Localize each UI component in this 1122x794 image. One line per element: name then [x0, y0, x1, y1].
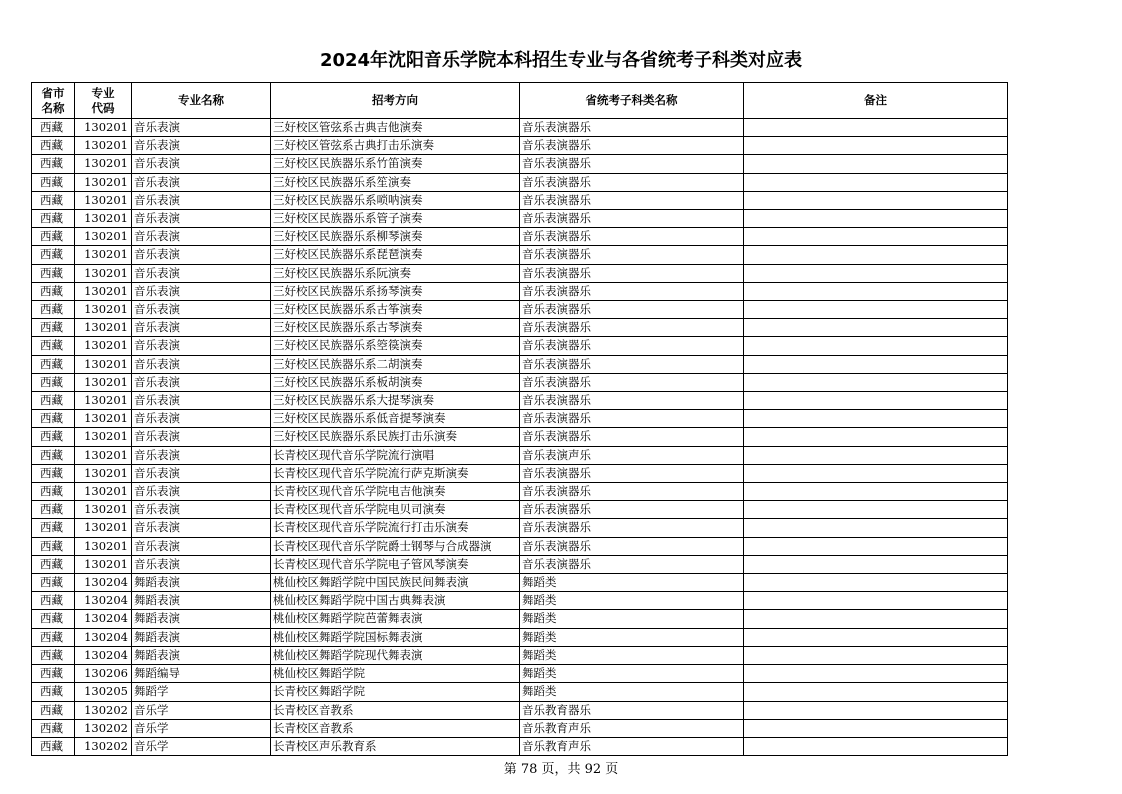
cell-province: 西藏 [32, 555, 75, 573]
cell-code: 130204 [75, 610, 132, 628]
cell-province: 西藏 [32, 173, 75, 191]
cell-direction: 三好校区民族器乐系二胡演奏 [271, 355, 520, 373]
table-row [32, 446, 1008, 464]
cell-major: 舞蹈表演 [132, 646, 271, 664]
cell-code: 130201 [75, 210, 132, 228]
table-row [32, 191, 1008, 209]
cell-major: 音乐表演 [132, 355, 271, 373]
cell-category: 音乐表演器乐 [520, 355, 744, 373]
cell-category: 音乐表演器乐 [520, 428, 744, 446]
cell-category: 音乐表演器乐 [520, 264, 744, 282]
cell-major: 音乐表演 [132, 537, 271, 555]
cell-direction: 三好校区民族器乐系低音提琴演奏 [271, 410, 520, 428]
cell-major: 音乐表演 [132, 519, 271, 537]
cell-province: 西藏 [32, 373, 75, 391]
cell-code: 130202 [75, 737, 132, 755]
enrollment-table [31, 82, 1008, 756]
table-row [32, 519, 1008, 537]
table-row [32, 228, 1008, 246]
table-row [32, 355, 1008, 373]
table-row [32, 483, 1008, 501]
page-title: 2024年沈阳音乐学院本科招生专业与各省统考子科类对应表 [319, 50, 803, 71]
cell-province: 西藏 [32, 537, 75, 555]
cell-province: 西藏 [32, 719, 75, 737]
cell-direction: 长青校区现代音乐学院爵士钢琴与合成器演 [271, 537, 520, 555]
cell-note [744, 555, 1008, 573]
cell-category: 音乐表演器乐 [520, 464, 744, 482]
cell-province: 西藏 [32, 337, 75, 355]
cell-code: 130201 [75, 119, 132, 137]
cell-major: 音乐表演 [132, 119, 271, 137]
cell-note [744, 446, 1008, 464]
cell-category: 音乐表演器乐 [520, 501, 744, 519]
cell-direction: 三好校区民族器乐系琵琶演奏 [271, 246, 520, 264]
cell-direction: 桃仙校区舞蹈学院现代舞表演 [271, 646, 520, 664]
cell-province: 西藏 [32, 574, 75, 592]
cell-code: 130202 [75, 701, 132, 719]
table-row [32, 301, 1008, 319]
cell-code: 130204 [75, 628, 132, 646]
cell-province: 西藏 [32, 446, 75, 464]
cell-province: 西藏 [32, 355, 75, 373]
cell-direction: 长青校区声乐教育系 [271, 737, 520, 755]
cell-major: 音乐表演 [132, 464, 271, 482]
cell-direction: 三好校区民族器乐系竹笛演奏 [271, 155, 520, 173]
cell-category: 音乐表演声乐 [520, 446, 744, 464]
cell-code: 130201 [75, 301, 132, 319]
cell-direction: 长青校区音教系 [271, 701, 520, 719]
cell-category: 舞蹈类 [520, 592, 744, 610]
cell-province: 西藏 [32, 737, 75, 755]
cell-category: 音乐表演器乐 [520, 319, 744, 337]
cell-major: 音乐表演 [132, 155, 271, 173]
cell-category: 音乐表演器乐 [520, 210, 744, 228]
cell-direction: 三好校区民族器乐系古琴演奏 [271, 319, 520, 337]
cell-code: 130201 [75, 337, 132, 355]
cell-code: 130201 [75, 483, 132, 501]
cell-category: 音乐表演器乐 [520, 410, 744, 428]
cell-direction: 三好校区管弦系古典吉他演奏 [271, 119, 520, 137]
cell-note [744, 646, 1008, 664]
cell-note [744, 410, 1008, 428]
cell-code: 130201 [75, 464, 132, 482]
cell-code: 130201 [75, 191, 132, 209]
cell-direction: 三好校区民族器乐系唢呐演奏 [271, 191, 520, 209]
cell-note [744, 191, 1008, 209]
cell-code: 130201 [75, 373, 132, 391]
cell-direction: 长青校区现代音乐学院电贝司演奏 [271, 501, 520, 519]
cell-code: 130201 [75, 137, 132, 155]
cell-province: 西藏 [32, 519, 75, 537]
cell-major: 音乐学 [132, 701, 271, 719]
table-row [32, 646, 1008, 664]
cell-major: 音乐表演 [132, 483, 271, 501]
table-row [32, 701, 1008, 719]
cell-major: 音乐表演 [132, 301, 271, 319]
cell-province: 西藏 [32, 428, 75, 446]
cell-direction: 长青校区现代音乐学院流行演唱 [271, 446, 520, 464]
cell-major: 音乐表演 [132, 428, 271, 446]
cell-major: 音乐表演 [132, 264, 271, 282]
cell-category: 音乐表演器乐 [520, 228, 744, 246]
cell-note [744, 228, 1008, 246]
cell-category: 音乐表演器乐 [520, 191, 744, 209]
header-major: 专业名称 [132, 83, 271, 119]
cell-major: 音乐表演 [132, 173, 271, 191]
cell-note [744, 610, 1008, 628]
cell-note [744, 683, 1008, 701]
cell-province: 西藏 [32, 646, 75, 664]
cell-major: 音乐表演 [132, 555, 271, 573]
table-row [32, 683, 1008, 701]
table-header-row [32, 83, 1008, 119]
cell-category: 音乐表演器乐 [520, 373, 744, 391]
cell-category: 音乐表演器乐 [520, 246, 744, 264]
cell-note [744, 155, 1008, 173]
table-row [32, 246, 1008, 264]
cell-note [744, 355, 1008, 373]
cell-category: 音乐表演器乐 [520, 483, 744, 501]
cell-major: 舞蹈表演 [132, 574, 271, 592]
cell-major: 音乐学 [132, 737, 271, 755]
cell-note [744, 464, 1008, 482]
cell-major: 音乐表演 [132, 137, 271, 155]
cell-direction: 三好校区民族器乐系扬琴演奏 [271, 282, 520, 300]
cell-category: 舞蹈类 [520, 574, 744, 592]
cell-province: 西藏 [32, 264, 75, 282]
cell-category: 音乐教育器乐 [520, 701, 744, 719]
cell-direction: 桃仙校区舞蹈学院国标舞表演 [271, 628, 520, 646]
cell-code: 130201 [75, 537, 132, 555]
cell-code: 130201 [75, 264, 132, 282]
cell-direction: 三好校区民族器乐系古筝演奏 [271, 301, 520, 319]
cell-category: 音乐教育声乐 [520, 737, 744, 755]
table-row [32, 737, 1008, 755]
cell-direction: 长青校区现代音乐学院流行萨克斯演奏 [271, 464, 520, 482]
cell-province: 西藏 [32, 665, 75, 683]
table-row [32, 574, 1008, 592]
cell-note [744, 501, 1008, 519]
cell-direction: 桃仙校区舞蹈学院 [271, 665, 520, 683]
table-row [32, 210, 1008, 228]
table-row [32, 173, 1008, 191]
page-footer: 第 78 页，共 92 页 [503, 762, 619, 777]
cell-code: 130201 [75, 173, 132, 191]
cell-code: 130205 [75, 683, 132, 701]
table-row [32, 501, 1008, 519]
cell-code: 130201 [75, 519, 132, 537]
table-row [32, 155, 1008, 173]
cell-note [744, 537, 1008, 555]
cell-note [744, 301, 1008, 319]
cell-note [744, 483, 1008, 501]
cell-code: 130201 [75, 355, 132, 373]
cell-note [744, 137, 1008, 155]
cell-direction: 三好校区民族器乐系阮演奏 [271, 264, 520, 282]
cell-code: 130201 [75, 446, 132, 464]
cell-note [744, 210, 1008, 228]
cell-note [744, 319, 1008, 337]
header-province: 省市名称 [32, 83, 75, 119]
table-row [32, 464, 1008, 482]
cell-category: 音乐表演器乐 [520, 519, 744, 537]
cell-category: 舞蹈类 [520, 646, 744, 664]
cell-note [744, 264, 1008, 282]
cell-note [744, 282, 1008, 300]
cell-direction: 三好校区民族器乐系箜篌演奏 [271, 337, 520, 355]
cell-category: 舞蹈类 [520, 683, 744, 701]
cell-province: 西藏 [32, 137, 75, 155]
cell-province: 西藏 [32, 319, 75, 337]
cell-direction: 三好校区民族器乐系民族打击乐演奏 [271, 428, 520, 446]
cell-note [744, 119, 1008, 137]
table-row [32, 537, 1008, 555]
cell-province: 西藏 [32, 610, 75, 628]
cell-province: 西藏 [32, 628, 75, 646]
cell-category: 音乐表演器乐 [520, 173, 744, 191]
cell-major: 音乐学 [132, 719, 271, 737]
cell-direction: 三好校区民族器乐系板胡演奏 [271, 373, 520, 391]
cell-code: 130202 [75, 719, 132, 737]
cell-code: 130204 [75, 646, 132, 664]
cell-province: 西藏 [32, 228, 75, 246]
cell-major: 舞蹈表演 [132, 610, 271, 628]
table-row [32, 119, 1008, 137]
header-note: 备注 [744, 83, 1008, 119]
cell-code: 130201 [75, 428, 132, 446]
table-row [32, 628, 1008, 646]
table-row [32, 555, 1008, 573]
cell-major: 舞蹈编导 [132, 665, 271, 683]
cell-direction: 桃仙校区舞蹈学院芭蕾舞表演 [271, 610, 520, 628]
cell-code: 130201 [75, 392, 132, 410]
cell-code: 130204 [75, 592, 132, 610]
cell-province: 西藏 [32, 592, 75, 610]
table-row [32, 264, 1008, 282]
cell-category: 音乐表演器乐 [520, 282, 744, 300]
cell-note [744, 373, 1008, 391]
cell-major: 舞蹈表演 [132, 628, 271, 646]
cell-province: 西藏 [32, 683, 75, 701]
cell-major: 音乐表演 [132, 210, 271, 228]
header-category: 省统考子科类名称 [520, 83, 744, 119]
cell-direction: 长青校区现代音乐学院流行打击乐演奏 [271, 519, 520, 537]
cell-note [744, 719, 1008, 737]
cell-province: 西藏 [32, 301, 75, 319]
table-row [32, 428, 1008, 446]
cell-code: 130201 [75, 501, 132, 519]
cell-direction: 三好校区民族器乐系大提琴演奏 [271, 392, 520, 410]
cell-code: 130201 [75, 410, 132, 428]
cell-code: 130201 [75, 555, 132, 573]
cell-code: 130201 [75, 319, 132, 337]
cell-note [744, 173, 1008, 191]
cell-note [744, 737, 1008, 755]
cell-note [744, 337, 1008, 355]
cell-category: 音乐表演器乐 [520, 155, 744, 173]
header-code: 专业代码 [75, 83, 132, 119]
cell-province: 西藏 [32, 701, 75, 719]
cell-category: 音乐表演器乐 [520, 301, 744, 319]
cell-direction: 长青校区音教系 [271, 719, 520, 737]
cell-category: 音乐表演器乐 [520, 119, 744, 137]
cell-direction: 长青校区舞蹈学院 [271, 683, 520, 701]
cell-province: 西藏 [32, 483, 75, 501]
table-row [32, 137, 1008, 155]
cell-province: 西藏 [32, 392, 75, 410]
table-row [32, 392, 1008, 410]
table-row [32, 410, 1008, 428]
cell-category: 音乐表演器乐 [520, 137, 744, 155]
table-row [32, 665, 1008, 683]
cell-direction: 三好校区民族器乐系柳琴演奏 [271, 228, 520, 246]
cell-major: 音乐表演 [132, 446, 271, 464]
cell-major: 音乐表演 [132, 319, 271, 337]
cell-category: 音乐表演器乐 [520, 337, 744, 355]
table-row [32, 282, 1008, 300]
cell-major: 音乐表演 [132, 191, 271, 209]
table-row [32, 319, 1008, 337]
cell-category: 舞蹈类 [520, 665, 744, 683]
header-direction: 招考方向 [271, 83, 520, 119]
cell-direction: 三好校区民族器乐系笙演奏 [271, 173, 520, 191]
cell-province: 西藏 [32, 191, 75, 209]
cell-major: 音乐表演 [132, 282, 271, 300]
cell-province: 西藏 [32, 501, 75, 519]
table-row [32, 719, 1008, 737]
cell-note [744, 701, 1008, 719]
cell-province: 西藏 [32, 410, 75, 428]
cell-category: 舞蹈类 [520, 610, 744, 628]
cell-province: 西藏 [32, 155, 75, 173]
cell-province: 西藏 [32, 246, 75, 264]
cell-direction: 长青校区现代音乐学院电子管风琴演奏 [271, 555, 520, 573]
cell-note [744, 665, 1008, 683]
cell-note [744, 392, 1008, 410]
cell-major: 音乐表演 [132, 373, 271, 391]
cell-province: 西藏 [32, 464, 75, 482]
cell-code: 130204 [75, 574, 132, 592]
cell-category: 音乐表演器乐 [520, 555, 744, 573]
cell-category: 音乐教育声乐 [520, 719, 744, 737]
cell-code: 130206 [75, 665, 132, 683]
cell-note [744, 628, 1008, 646]
cell-major: 音乐表演 [132, 228, 271, 246]
cell-category: 舞蹈类 [520, 628, 744, 646]
cell-code: 130201 [75, 155, 132, 173]
cell-note [744, 519, 1008, 537]
table-row [32, 592, 1008, 610]
cell-category: 音乐表演器乐 [520, 392, 744, 410]
cell-major: 音乐表演 [132, 410, 271, 428]
cell-direction: 桃仙校区舞蹈学院中国民族民间舞表演 [271, 574, 520, 592]
cell-code: 130201 [75, 246, 132, 264]
cell-direction: 三好校区民族器乐系管子演奏 [271, 210, 520, 228]
cell-code: 130201 [75, 282, 132, 300]
cell-note [744, 574, 1008, 592]
table-row [32, 610, 1008, 628]
table-row [32, 337, 1008, 355]
cell-note [744, 592, 1008, 610]
cell-note [744, 428, 1008, 446]
cell-major: 舞蹈表演 [132, 592, 271, 610]
cell-province: 西藏 [32, 119, 75, 137]
cell-major: 音乐表演 [132, 501, 271, 519]
cell-province: 西藏 [32, 210, 75, 228]
cell-major: 音乐表演 [132, 337, 271, 355]
cell-major: 舞蹈学 [132, 683, 271, 701]
cell-direction: 三好校区管弦系古典打击乐演奏 [271, 137, 520, 155]
table-row [32, 373, 1008, 391]
cell-note [744, 246, 1008, 264]
cell-direction: 长青校区现代音乐学院电吉他演奏 [271, 483, 520, 501]
cell-code: 130201 [75, 228, 132, 246]
cell-direction: 桃仙校区舞蹈学院中国古典舞表演 [271, 592, 520, 610]
cell-province: 西藏 [32, 282, 75, 300]
cell-major: 音乐表演 [132, 392, 271, 410]
cell-major: 音乐表演 [132, 246, 271, 264]
cell-category: 音乐表演器乐 [520, 537, 744, 555]
